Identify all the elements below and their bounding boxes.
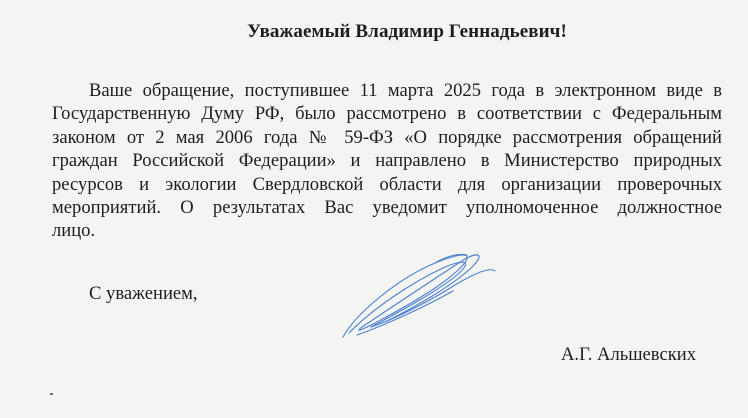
signer-name: А.Г. Альшевских xyxy=(561,344,696,365)
body-line-1: Ваше обращение, поступившее 11 марта 2025 года в электронном виде в xyxy=(89,80,722,101)
letter-body xyxy=(52,79,722,243)
body-line-6: мероприятий. О результатах Вас уведомит уполномоченное должностное xyxy=(52,197,722,219)
handwritten-signature xyxy=(335,245,505,345)
body-line-5: ресурсов и экологии Свердловской области для организации проверочных xyxy=(52,173,722,195)
body-line-4: граждан Российской Федерации» и направлено в Министерство природных xyxy=(52,150,722,172)
body-line-3: законом от 2 мая 2006 года № 59-ФЗ «О порядке рассмотрения обращений xyxy=(52,126,722,148)
body-line-2: Государственную Думу РФ, было рассмотрено в соответствии с Федеральным xyxy=(52,103,722,125)
body-line-7: лицо. xyxy=(52,220,96,242)
scan-speck xyxy=(50,393,53,395)
greeting-heading xyxy=(0,21,748,43)
greeting-text: Уважаемый Владимир Геннадьевич! xyxy=(247,21,567,42)
closing-phrase: С уважением, xyxy=(89,283,198,304)
